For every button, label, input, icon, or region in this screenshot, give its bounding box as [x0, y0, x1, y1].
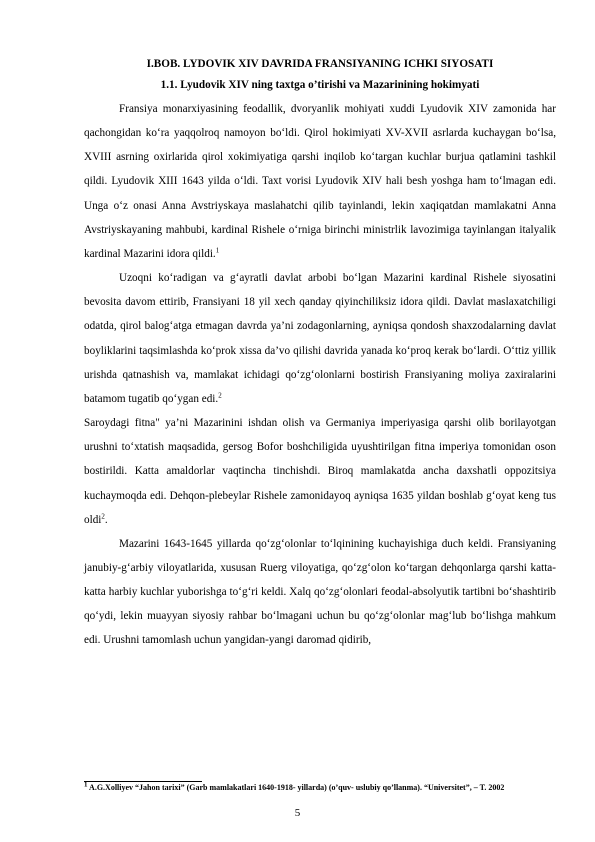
section-title: 1.1. Lyudovik XIV ning taxtga o’tirishi va Mazarinining hokimyati: [160, 79, 480, 91]
paragraph-text: Mazarini 1643-1645 yillarda qo‘zg‘olonlar to‘lqinining kuchayishiga duch keldi. Fransiyaning janubiy-g‘arbiy viloyatlarida, xususan Ruerg viloyatiga, qo‘zg‘olon ko‘targan dehqonlarga qarshi katta-katta harbiy kuchlar yuborishga to‘g‘ri keldi. Xalq qo‘zg‘olonlari feodal-absolyutik tartibni bo‘shashtirib qo‘ydi, lekin muayyan siyosiy rahbar bo‘lmagani uchun bu qo‘zg‘olonlar mag‘lub bo‘lishga mahkum edi. Urushni tamomlash uchun yangidan-yangi daromad qidirib,: [84, 537, 556, 647]
footnote-ref: 2: [218, 391, 222, 400]
paragraph-1: [84, 97, 556, 266]
footnote-ref: 1: [215, 246, 220, 255]
footnote-ref: 2: [101, 511, 105, 520]
footnote-marker: 1: [84, 780, 88, 789]
paragraph-3: [84, 411, 556, 532]
page-body: [84, 56, 556, 653]
footnote-text: A.G.Xolliyev “Jahon tarixi” (Garb mamlakatlari 1640-1918- yillarda) (o’quv- uslubiy qo’llanma). “Universitet”, – T. 2002: [87, 783, 505, 792]
paragraph-text: Uzoqni ko‘radigan va g‘ayratli davlat arbobi bo‘lgan Mazarini kardinal Rishele siyosatini bevosita davom ettirib, Fransiyani 18 yil xech qanday qiyinchiliksiz idora qildi. Davlat maslaxatchiligi odatda, qirol balog‘atga etmagan davrda ya’ni zodagonlarning, ayniqsa qondosh shaxzodalarning davlat boyliklarini taqsimlashda ko‘prok xissa da’vo qilishi davrida yanada ko‘proq kerak bo‘lardi. O‘ttiz yillik urishda qatnashish va, mamlakat ichidagi qo‘zg‘olonlarni bostirish Fransiyaning moliya zaxiralarini batamom tugatib qo‘ygan edi.: [84, 272, 556, 405]
paragraph-4: [84, 532, 556, 653]
paragraph-2: [84, 266, 556, 411]
paragraph-text: Fransiya monarxiyasining feodallik, dvoryanlik mohiyati xuddi Lyudovik XIV zamonida har qachongidan ko‘ra yaqqolroq namoyon bo‘ldi. Qirol hokimiyati XV-XVII asrlarda kuchaygan bo‘lsa, XVIII asrning oxirlarida qirol xokimiyatiga qarshi inqilob ko‘targan kuchlar burjua qatlamini tashkil qildi. Lyudovik XIII 1643 yilda o‘ldi. Taxt vorisi Lyudovik XIV hali besh yoshga ham to‘lmagan edi. Unga o‘z onasi Anna Avstriyskaya maslahatchi qilib tayinlandi, lekin xaqiqatdan mamlakatni Anna Avstriyskayaning mahbubi, kardinal Rishele o‘rniga birinchi ministrlik lavozimiga tayinlangan italyalik kardinal Mazarini idora qildi.: [84, 103, 556, 260]
paragraph-text: Saroydagi fitna" ya’ni Mazarinini ishdan olish va Germaniya imperiyasiga qarshi olib borilayotgan urushni to‘xtatish maqsadida, gersog Bofor boshchiligida uyushtirilgan fitna imperiya tomonidan oson bostirildi. Katta amaldorlar vaqtincha tinchishdi. Biroq mamlakatda ancha daxshatli oppozitsiya kuchaymoqda edi. Dehqon-plebeylar Rishele zamonidayoq ayniqsa 1635 yildan boshlab g‘oyat keng tus oldi: [84, 417, 556, 526]
chapter-title: I.BOB. LYDOVIK XIV DAVRIDA FRANSIYANING ICHKI SIYOSATI: [146, 58, 494, 70]
page-number: 5: [294, 807, 301, 819]
paragraph-end: .: [104, 513, 108, 526]
footnote: [84, 780, 556, 794]
footnote-separator: [84, 781, 202, 782]
